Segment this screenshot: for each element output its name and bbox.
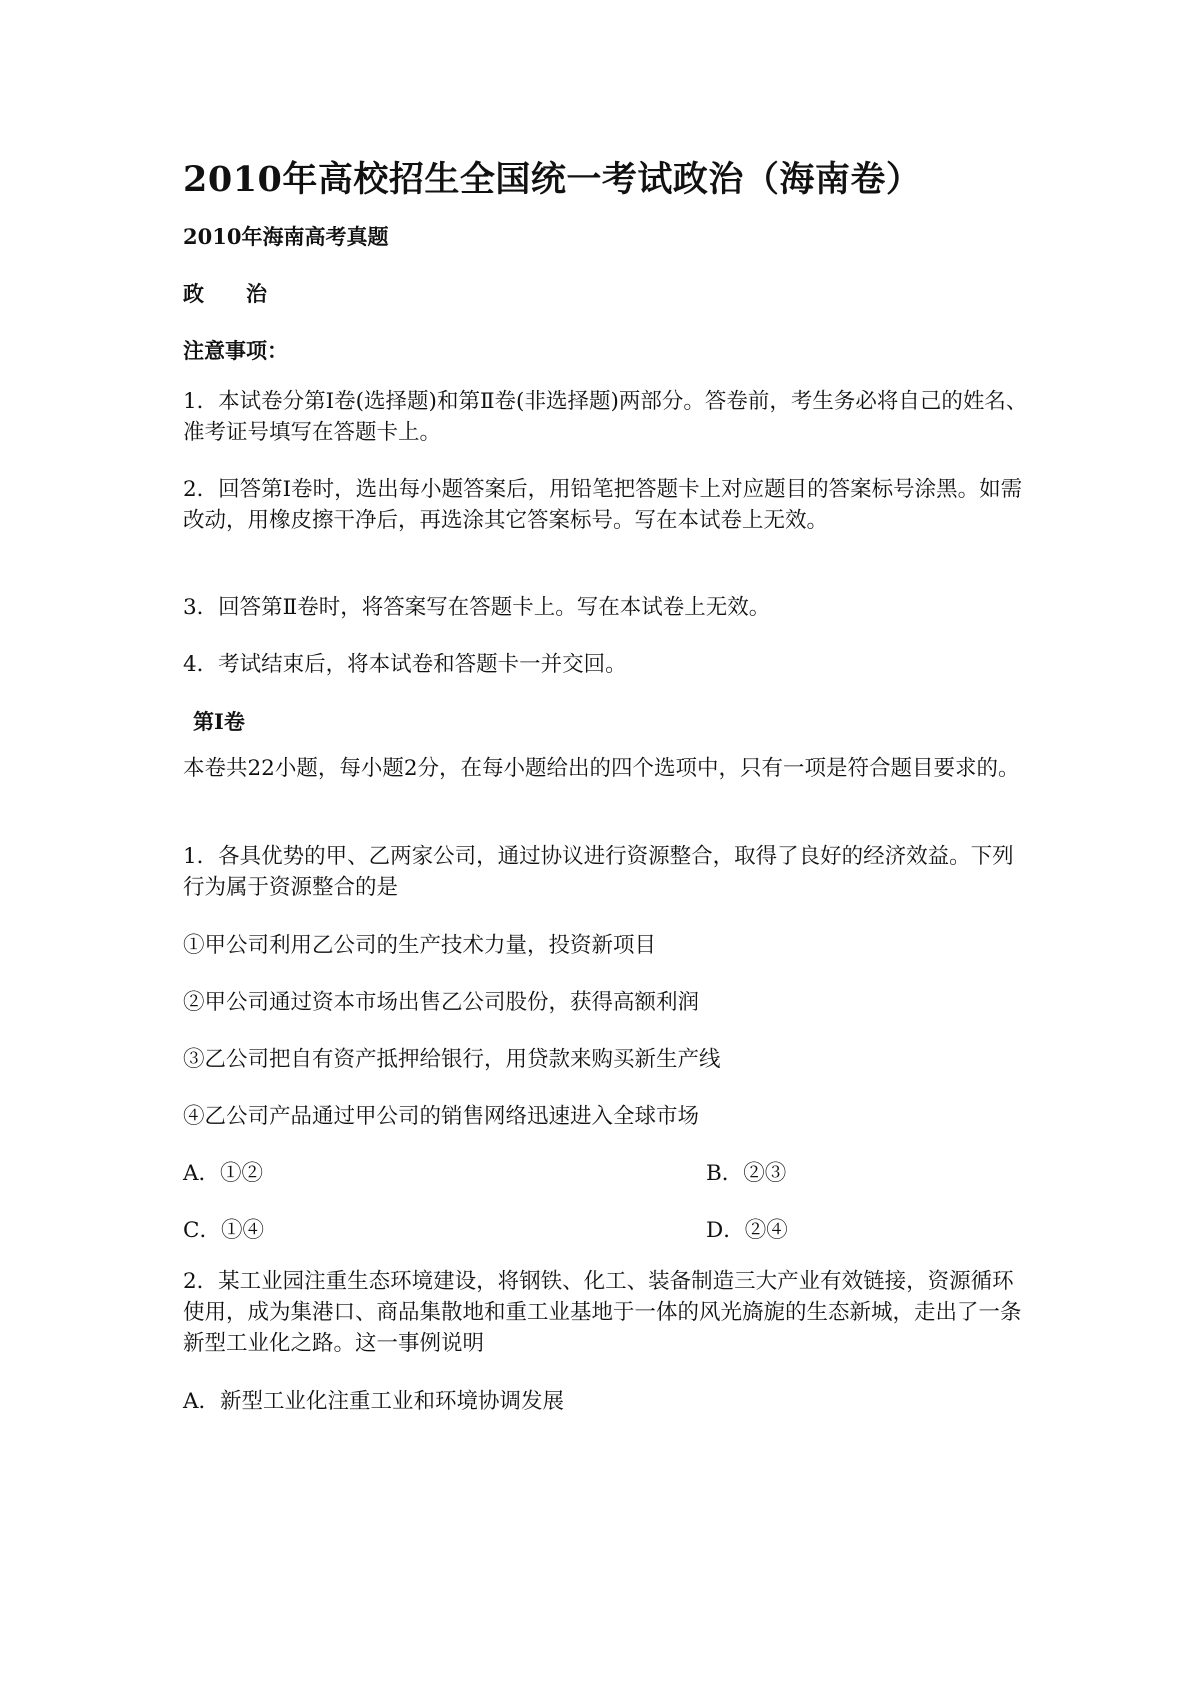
note-item-3: 3．回答第Ⅱ卷时，将答案写在答题卡上。写在本试卷上无效。: [183, 595, 771, 620]
question-1-option-c: C．①④: [183, 1218, 264, 1243]
notes-heading: 注意事项：: [183, 338, 288, 363]
question-1-stem: 1．各具优势的甲、乙两家公司，通过协议进行资源整合，取得了良好的经济效益。下列行为属于资源整合的是: [183, 844, 1014, 900]
section-intro: 本卷共22小题，每小题2分，在每小题给出的四个选项中，只有一项是符合题目要求的。: [183, 756, 1020, 781]
question-1-option-d: D．②④: [706, 1218, 788, 1243]
question-1-item: ④乙公司产品通过甲公司的销售网络迅速进入全球市场: [183, 1104, 700, 1129]
document-subtitle: 2010年海南高考真题: [183, 224, 389, 249]
document-title: 2010年高校招生全国统一考试政治（海南卷）: [183, 159, 922, 200]
section-heading: 第Ⅰ卷: [193, 709, 245, 734]
question-2-stem: 2．某工业园注重生态环境建设，将钢铁、化工、装备制造三大产业有效链接，资源循环使用，成为集港口、商品集散地和重工业基地于一体的风光旖旎的生态新城，走出了一条新型工业化之路。这一事例说明: [183, 1269, 1022, 1356]
question-1-item: ②甲公司通过资本市场出售乙公司股份，获得高额利润: [183, 990, 700, 1015]
question-1-option-a: A．①②: [183, 1161, 264, 1186]
question-1-item: ③乙公司把自有资产抵押给银行，用贷款来购买新生产线: [183, 1047, 721, 1072]
note-item-2: 2．回答第Ⅰ卷时，选出每小题答案后，用铅笔把答题卡上对应题目的答案标号涂黑。如需改动，用橡皮擦干净后，再选涂其它答案标号。写在本试卷上无效。: [183, 477, 1023, 533]
note-item-4: 4．考试结束后，将本试卷和答题卡一并交回。: [183, 652, 627, 677]
subject-heading: 政 治: [183, 281, 267, 306]
question-1-option-b: B．②③: [706, 1161, 787, 1186]
note-item-1: 1．本试卷分第Ⅰ卷(选择题)和第Ⅱ卷(非选择题)两部分。答卷前，考生务必将自己的姓名、准考证号填写在答题卡上。: [183, 389, 1028, 445]
question-1-item: ①甲公司利用乙公司的生产技术力量，投资新项目: [183, 933, 657, 958]
question-2-option-a: A．新型工业化注重工业和环境协调发展: [183, 1389, 565, 1414]
